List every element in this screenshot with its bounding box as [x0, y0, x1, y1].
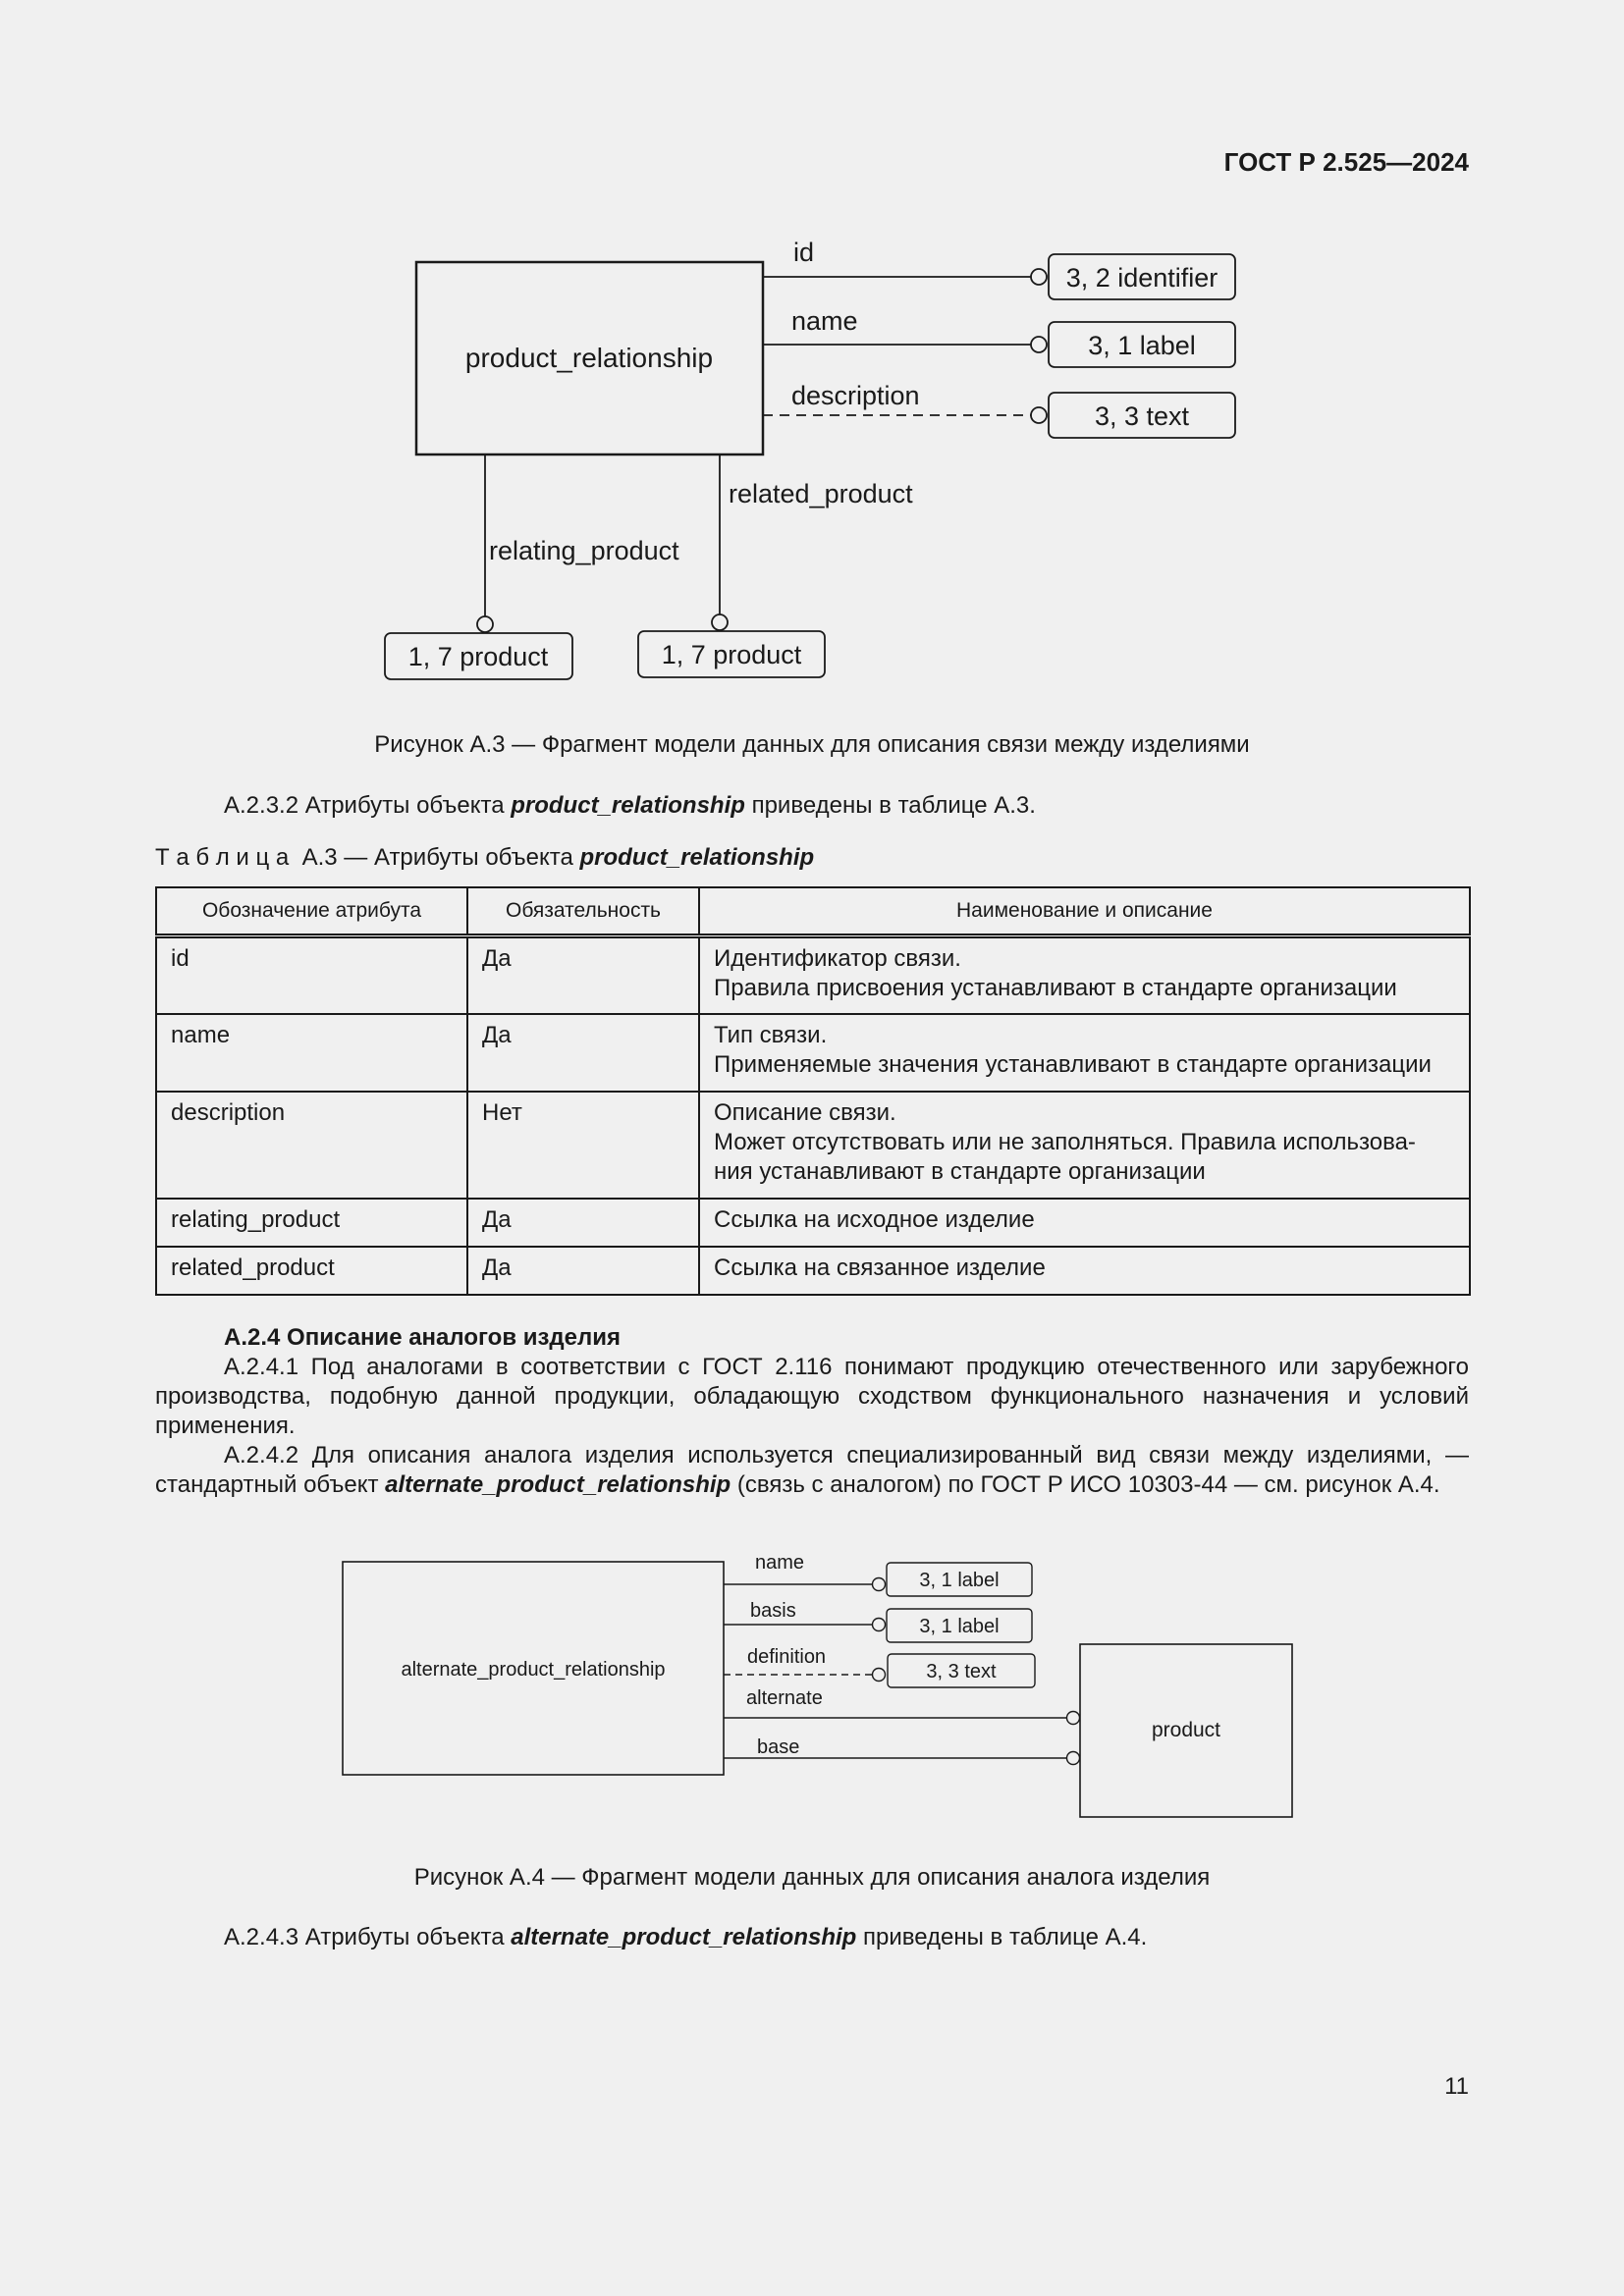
- cell-attribute: related_product: [156, 1247, 467, 1295]
- paragraph-a232: [224, 791, 1036, 821]
- table-a3: [155, 886, 1471, 1296]
- relation-label-alternate: alternate: [746, 1687, 823, 1709]
- figure-a4-diagram: [0, 1541, 1624, 1826]
- paragraph-text: А.2.4.1 Под аналогами в соответствии с ГОСТ 2.116 понимают продукцию отечественного или зарубежного производства, подобную данной продукции, обладающую сходством функционального назначения и условий применения.: [155, 1354, 1469, 1439]
- column-header: Обозначение атрибута: [156, 887, 467, 936]
- cell-description: [699, 1014, 1470, 1092]
- figure-a3: [0, 236, 1624, 702]
- type-label: 3, 1 label: [919, 1570, 1000, 1591]
- column-header: Обязательность: [467, 887, 699, 936]
- relation-label-base: base: [757, 1736, 800, 1758]
- paragraph-text: (связь с аналогом) по ГОСТ Р ИСО 10303-44 — см. рисунок А.4.: [731, 1471, 1440, 1498]
- attr-label-definition: definition: [747, 1646, 827, 1668]
- description-line: Правила присвоения устанавливают в стандарте организации: [714, 975, 1397, 1001]
- figure-a4-caption: Рисунок А.4 — Фрагмент модели данных для описания аналога изделия: [413, 1864, 1211, 1891]
- description-line: Идентификатор связи.: [714, 945, 961, 972]
- entity-reference: product_relationship: [579, 844, 815, 871]
- description-line: Описание связи.: [714, 1098, 896, 1126]
- type-label: 3, 3 text: [926, 1661, 997, 1682]
- column-header: Наименование и описание: [699, 887, 1470, 936]
- cell-attribute: id: [156, 936, 467, 1014]
- entity-reference: alternate_product_relationship: [385, 1471, 731, 1498]
- table-row: [156, 1092, 1470, 1199]
- entity-reference: product_relationship: [511, 792, 745, 819]
- cell-required: Да: [467, 1014, 699, 1092]
- entity-label: product_relationship: [464, 343, 714, 373]
- paragraph-text: А.2.4.2 Для описания аналога изделия используется специализированный вид связи между изделиями, — стандартный объект: [155, 1442, 1469, 1498]
- cell-required: Да: [467, 1199, 699, 1247]
- table-row: [156, 936, 1470, 1014]
- relation-label-relating: relating_product: [489, 536, 679, 565]
- figure-a4: [0, 1541, 1624, 1831]
- cell-description: [699, 1092, 1470, 1199]
- entity-reference: alternate_product_relationship: [511, 1924, 857, 1950]
- table-row: [156, 1014, 1470, 1092]
- cell-description: [699, 1247, 1470, 1295]
- attr-label-basis: basis: [750, 1600, 796, 1622]
- type-label: 3, 3 text: [1094, 401, 1190, 431]
- table-header-row: [156, 887, 1470, 936]
- paragraph-a243: [224, 1923, 1147, 1952]
- description-line: Ссылка на исходное изделие: [714, 1205, 1035, 1233]
- cell-attribute: description: [156, 1092, 467, 1199]
- type-label: 3, 1 label: [919, 1616, 1000, 1637]
- cell-description: [699, 936, 1470, 1014]
- cell-required: Да: [467, 936, 699, 1014]
- relation-label-related: related_product: [729, 479, 913, 508]
- attr-label-description: description: [791, 381, 920, 410]
- target-entity-label: product: [1151, 1719, 1221, 1741]
- type-label: 3, 2 identifier: [1065, 263, 1218, 293]
- description-line: ния устанавливают в стандарте организации: [714, 1157, 1206, 1185]
- paragraph-text: приведены в таблице А.3.: [744, 792, 1036, 819]
- paragraph-a242: [155, 1441, 1469, 1500]
- description-line: Тип связи.: [714, 1021, 828, 1048]
- table-row: [156, 1199, 1470, 1247]
- cell-attribute: relating_product: [156, 1199, 467, 1247]
- cell-required: Нет: [467, 1092, 699, 1199]
- cell-description: [699, 1199, 1470, 1247]
- section-heading: А.2.4 Описание аналогов изделия: [224, 1324, 622, 1351]
- page-number: 11: [1444, 2073, 1469, 2100]
- product-label: 1, 7 product: [407, 642, 549, 671]
- table-a3-title: [155, 843, 814, 873]
- figure-a3-diagram: [0, 236, 1624, 697]
- attr-label-name: name: [791, 306, 858, 336]
- description-line: Может отсутствовать или не заполняться. Правила использова-: [714, 1128, 1416, 1155]
- table-row: [156, 1247, 1470, 1295]
- paragraph-text: А.2.4.3 Атрибуты объекта: [224, 1924, 512, 1950]
- product-label: 1, 7 product: [661, 640, 802, 669]
- figure-a3-caption: Рисунок А.3 — Фрагмент модели данных для описания связи между изделиями: [374, 731, 1250, 758]
- document-code: ГОСТ Р 2.525—2024: [1223, 147, 1469, 177]
- table-title-text: А.3 — Атрибуты объекта: [289, 844, 580, 871]
- paragraph-text: приведены в таблице А.4.: [856, 1924, 1148, 1950]
- description-line: Применяемые значения устанавливают в стандарте организации: [714, 1050, 1432, 1078]
- entity-label: alternate_product_relationship: [401, 1659, 666, 1681]
- attr-label-id: id: [793, 238, 815, 267]
- paragraph-text: А.2.3.2 Атрибуты объекта: [224, 792, 512, 819]
- description-line: Ссылка на связанное изделие: [714, 1254, 1046, 1281]
- table-label: Т а б л и ц а: [155, 844, 290, 871]
- cell-required: Да: [467, 1247, 699, 1295]
- paragraph-a241: [155, 1353, 1469, 1441]
- type-label: 3, 1 label: [1088, 331, 1196, 360]
- cell-attribute: name: [156, 1014, 467, 1092]
- attr-label-name: name: [755, 1552, 805, 1574]
